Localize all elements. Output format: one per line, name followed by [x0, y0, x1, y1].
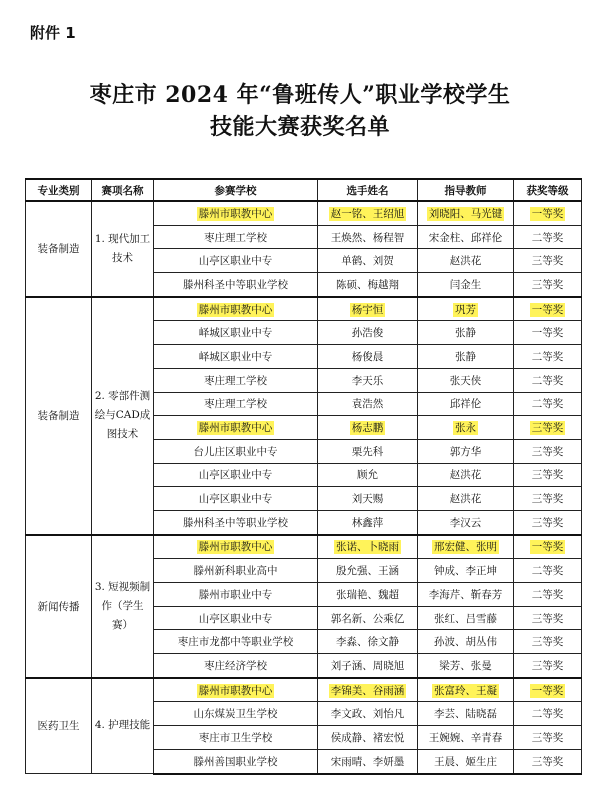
teachers-cell — [418, 416, 514, 440]
award-cell — [514, 535, 582, 559]
column-header-school: 参赛学校 — [154, 179, 318, 201]
school-cell-text: 滕州市职教中心 — [198, 422, 273, 435]
teachers-cell — [418, 201, 514, 225]
award-cell-text: 三等奖 — [531, 731, 564, 744]
award-cell-text: 三等奖 — [531, 493, 564, 506]
teachers-cell — [418, 726, 514, 750]
teachers-cell-text: 张静 — [455, 327, 476, 340]
competition-item-cell: 3. 短视频制作（学生赛） — [92, 535, 154, 678]
teachers-cell-text: 张永 — [455, 422, 476, 435]
column-header-item: 赛项名称 — [92, 179, 154, 201]
school-cell-text: 枣庄市龙都中等职业学校 — [177, 636, 294, 649]
table-row — [26, 678, 582, 702]
school-cell — [154, 273, 318, 297]
table-header-row — [26, 179, 582, 201]
teachers-cell-text: 闫金生 — [449, 278, 482, 291]
school-cell — [154, 535, 318, 559]
school-cell-text: 滕州市职业中专 — [198, 588, 273, 601]
award-cell-text: 一等奖 — [531, 303, 564, 316]
students-cell-text: 顾允 — [357, 469, 378, 482]
teachers-cell-text: 张天侠 — [449, 374, 482, 387]
school-cell-text: 滕州市职教中心 — [198, 207, 273, 220]
school-cell — [154, 583, 318, 607]
school-cell-text: 枣庄理工学校 — [204, 231, 267, 244]
award-cell — [514, 416, 582, 440]
category-cell: 装备制造 — [26, 297, 92, 535]
students-cell-text: 李锦美、谷雨涵 — [330, 684, 405, 697]
column-header-teachers: 指导教师 — [418, 179, 514, 201]
competition-item-cell: 1. 现代加工技术 — [92, 201, 154, 297]
students-cell-text: 赵一铭、王绍旭 — [330, 207, 405, 220]
school-cell — [154, 749, 318, 773]
award-cell-text: 三等奖 — [531, 469, 564, 482]
teachers-cell — [418, 273, 514, 297]
teachers-cell-text: 刘晓阳、马光键 — [428, 207, 503, 220]
school-cell — [154, 345, 318, 369]
award-cell-text: 二等奖 — [531, 708, 564, 721]
teachers-cell — [418, 702, 514, 726]
teachers-cell-text: 钟成、李正坤 — [434, 565, 497, 578]
teachers-cell — [418, 678, 514, 702]
competition-item-cell: 4. 护理技能 — [92, 678, 154, 774]
teachers-cell — [418, 749, 514, 773]
award-cell-text: 三等奖 — [531, 636, 564, 649]
school-cell — [154, 702, 318, 726]
school-cell-text: 枣庄市卫生学校 — [198, 731, 273, 744]
award-cell-text: 一等奖 — [531, 327, 564, 340]
award-cell-text: 二等奖 — [531, 231, 564, 244]
teachers-cell — [418, 654, 514, 678]
teachers-cell-text: 李芸、陆晓磊 — [434, 708, 497, 721]
students-cell-text: 杨俊晨 — [351, 350, 384, 363]
award-cell-text: 二等奖 — [531, 588, 564, 601]
award-cell-text: 一等奖 — [531, 684, 564, 697]
award-cell — [514, 345, 582, 369]
attachment-label: 附件 1 — [30, 24, 76, 42]
school-cell-text: 山亭区职业中专 — [198, 255, 273, 268]
teachers-cell — [418, 297, 514, 321]
award-cell — [514, 654, 582, 678]
school-cell — [154, 392, 318, 416]
students-cell — [318, 463, 418, 487]
award-cell-text: 三等奖 — [531, 612, 564, 625]
students-cell-text: 单鹤、刘贺 — [341, 255, 394, 268]
teachers-cell-text: 梁芳、张曼 — [439, 659, 492, 672]
teachers-cell — [418, 559, 514, 583]
award-cell — [514, 487, 582, 511]
teachers-cell — [418, 368, 514, 392]
award-cell-text: 二等奖 — [531, 350, 564, 363]
category-cell: 装备制造 — [26, 201, 92, 297]
students-cell — [318, 749, 418, 773]
students-cell — [318, 345, 418, 369]
students-cell — [318, 726, 418, 750]
teachers-cell — [418, 606, 514, 630]
teachers-cell — [418, 583, 514, 607]
teachers-cell-text: 邢宏健、张明 — [434, 541, 497, 554]
teachers-cell — [418, 321, 514, 345]
award-list-table — [25, 178, 582, 775]
column-header-category: 专业类别 — [26, 179, 92, 201]
school-cell — [154, 487, 318, 511]
school-cell-text: 峄城区职业中专 — [198, 327, 273, 340]
school-cell — [154, 654, 318, 678]
award-cell — [514, 249, 582, 273]
teachers-cell-text: 邱祥伦 — [449, 398, 482, 411]
students-cell-text: 张诺、卜晓雨 — [336, 541, 399, 554]
school-cell — [154, 439, 318, 463]
award-cell — [514, 392, 582, 416]
students-cell — [318, 510, 418, 534]
school-cell — [154, 559, 318, 583]
students-cell — [318, 201, 418, 225]
school-cell-text: 滕州市职教中心 — [198, 684, 273, 697]
students-cell — [318, 297, 418, 321]
teachers-cell-text: 李汉云 — [449, 516, 482, 529]
award-cell — [514, 559, 582, 583]
award-cell — [514, 510, 582, 534]
award-cell — [514, 321, 582, 345]
page-title-line-1: 枣庄市 2024 年“鲁班传人”职业学校学生 — [89, 82, 511, 108]
students-cell-text: 杨宇恒 — [351, 303, 384, 316]
award-cell-text: 二等奖 — [531, 398, 564, 411]
students-cell — [318, 535, 418, 559]
students-cell — [318, 559, 418, 583]
teachers-cell — [418, 439, 514, 463]
teachers-cell — [418, 463, 514, 487]
teachers-cell-text: 王晨、姬生庄 — [434, 755, 497, 768]
school-cell — [154, 606, 318, 630]
teachers-cell — [418, 249, 514, 273]
students-cell-text: 刘子涵、周晓旭 — [330, 659, 405, 672]
teachers-cell-text: 赵洪花 — [449, 493, 482, 506]
students-cell — [318, 368, 418, 392]
school-cell-text: 枣庄理工学校 — [204, 398, 267, 411]
school-cell — [154, 225, 318, 249]
page-title-line-2: 技能大赛获奖名单 — [209, 114, 390, 140]
teachers-cell — [418, 345, 514, 369]
students-cell — [318, 392, 418, 416]
award-cell-text: 三等奖 — [531, 659, 564, 672]
school-cell — [154, 630, 318, 654]
school-cell — [154, 321, 318, 345]
teachers-cell-text: 赵洪花 — [449, 469, 482, 482]
school-cell — [154, 678, 318, 702]
school-cell — [154, 416, 318, 440]
award-cell-text: 二等奖 — [531, 565, 564, 578]
students-cell — [318, 416, 418, 440]
award-cell — [514, 463, 582, 487]
school-cell-text: 山亭区职业中专 — [198, 469, 273, 482]
award-cell-text: 三等奖 — [531, 516, 564, 529]
students-cell-text: 刘天赐 — [351, 493, 384, 506]
teachers-cell-text: 王婉婉、辛青春 — [428, 731, 503, 744]
students-cell-text: 宋雨晴、李妍墨 — [330, 755, 405, 768]
teachers-cell-text: 张静 — [455, 350, 476, 363]
school-cell-text: 滕州市职教中心 — [198, 303, 273, 316]
students-cell — [318, 225, 418, 249]
award-cell-text: 三等奖 — [531, 278, 564, 291]
students-cell — [318, 702, 418, 726]
award-cell — [514, 225, 582, 249]
students-cell-text: 林鑫萍 — [351, 516, 384, 529]
school-cell-text: 滕州市职教中心 — [198, 541, 273, 554]
school-cell-text: 滕州善国职业学校 — [193, 755, 278, 768]
students-cell — [318, 249, 418, 273]
school-cell-text: 枣庄经济学校 — [204, 659, 267, 672]
teachers-cell — [418, 225, 514, 249]
column-header-award: 获奖等级 — [514, 179, 582, 201]
table-row — [26, 297, 582, 321]
school-cell-text: 滕州新科职业高中 — [193, 565, 278, 578]
teachers-cell-text: 巩芳 — [455, 303, 476, 316]
teachers-cell-text: 宋金柱、邱祥伦 — [428, 231, 503, 244]
table-row — [26, 535, 582, 559]
column-header-students: 选手姓名 — [318, 179, 418, 201]
students-cell-text: 孙浩俊 — [351, 327, 384, 340]
school-cell — [154, 201, 318, 225]
school-cell-text: 山亭区职业中专 — [198, 612, 273, 625]
school-cell — [154, 463, 318, 487]
students-cell — [318, 321, 418, 345]
award-cell — [514, 273, 582, 297]
students-cell-text: 袁浩然 — [351, 398, 384, 411]
award-cell-text: 三等奖 — [531, 755, 564, 768]
students-cell — [318, 583, 418, 607]
students-cell-text: 李文政、刘怡凡 — [330, 708, 405, 721]
students-cell-text: 李淼、徐文静 — [336, 636, 399, 649]
table-body — [26, 201, 582, 774]
students-cell-text: 陈硕、梅越翔 — [336, 278, 399, 291]
award-cell — [514, 702, 582, 726]
school-cell-text: 枣庄理工学校 — [204, 374, 267, 387]
teachers-cell — [418, 630, 514, 654]
students-cell — [318, 630, 418, 654]
teachers-cell-text: 孙波、胡丛伟 — [434, 636, 497, 649]
students-cell — [318, 487, 418, 511]
category-cell: 新闻传播 — [26, 535, 92, 678]
award-cell — [514, 583, 582, 607]
school-cell-text: 台儿庄区职业中专 — [193, 445, 278, 458]
award-cell-text: 三等奖 — [531, 255, 564, 268]
award-cell — [514, 678, 582, 702]
competition-item-cell: 2. 零部件测绘与CAD成图技术 — [92, 297, 154, 535]
students-cell — [318, 273, 418, 297]
school-cell-text: 峄城区职业中专 — [198, 350, 273, 363]
award-cell — [514, 630, 582, 654]
award-cell — [514, 726, 582, 750]
school-cell — [154, 726, 318, 750]
students-cell — [318, 439, 418, 463]
teachers-cell-text: 郭方华 — [449, 445, 482, 458]
students-cell-text: 王焕然、杨程智 — [330, 231, 405, 244]
award-cell — [514, 368, 582, 392]
students-cell — [318, 654, 418, 678]
students-cell — [318, 678, 418, 702]
school-cell — [154, 297, 318, 321]
school-cell-text: 滕州科圣中等职业学校 — [183, 278, 288, 291]
teachers-cell-text: 张富玲、王凝 — [434, 684, 497, 697]
students-cell-text: 栗先科 — [351, 445, 384, 458]
award-cell-text: 三等奖 — [531, 422, 564, 435]
teachers-cell — [418, 487, 514, 511]
teachers-cell-text: 张红、吕雪藤 — [434, 612, 497, 625]
school-cell — [154, 249, 318, 273]
award-cell-text: 一等奖 — [531, 207, 564, 220]
award-cell — [514, 201, 582, 225]
teachers-cell-text: 李海芹、靳春芳 — [428, 588, 503, 601]
table-row — [26, 201, 582, 225]
award-cell — [514, 749, 582, 773]
teachers-cell — [418, 510, 514, 534]
students-cell-text: 李天乐 — [351, 374, 384, 387]
award-cell — [514, 606, 582, 630]
teachers-cell — [418, 392, 514, 416]
award-cell — [514, 297, 582, 321]
students-cell-text: 郭名新、公乘亿 — [330, 612, 405, 625]
students-cell — [318, 606, 418, 630]
school-cell-text: 滕州科圣中等职业学校 — [183, 516, 288, 529]
award-cell-text: 一等奖 — [531, 541, 564, 554]
teachers-cell-text: 赵洪花 — [449, 255, 482, 268]
award-cell — [514, 439, 582, 463]
category-cell: 医药卫生 — [26, 678, 92, 774]
students-cell-text: 侯成静、褚宏悦 — [330, 731, 405, 744]
students-cell-text: 殷允强、王涵 — [336, 565, 399, 578]
award-cell-text: 三等奖 — [531, 445, 564, 458]
students-cell-text: 张瑞艳、魏超 — [336, 588, 399, 601]
school-cell — [154, 510, 318, 534]
teachers-cell — [418, 535, 514, 559]
school-cell-text: 山东煤炭卫生学校 — [193, 708, 278, 721]
school-cell-text: 山亭区职业中专 — [198, 493, 273, 506]
students-cell-text: 杨志鹏 — [351, 422, 384, 435]
school-cell — [154, 368, 318, 392]
award-cell-text: 二等奖 — [531, 374, 564, 387]
